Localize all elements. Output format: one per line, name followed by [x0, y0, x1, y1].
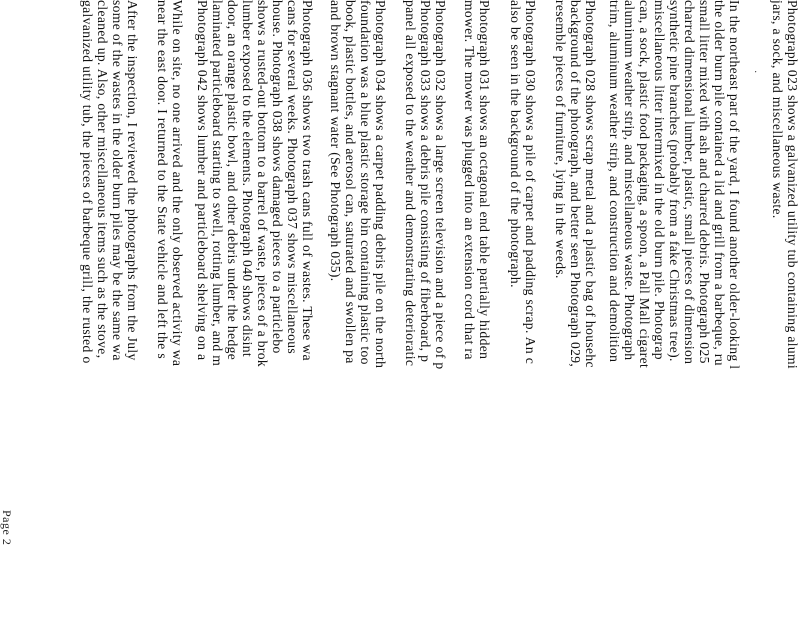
text-line: door, an orange plastic bowl, and other debris under the hedge — [225, 0, 240, 361]
paragraph — [462, 0, 492, 618]
text-line: Photograph 030 shows a pile of carpet and padding scrap. An c — [523, 0, 538, 365]
text-line: charred dimensional lumber, plastic, small pieces of dimension — [682, 0, 697, 365]
paragraph — [195, 0, 315, 618]
text-line: foundation was a blue plastic storage bin containing plastic too — [358, 0, 373, 365]
text-line: After the inspection, I reviewed the photographs from the July — [125, 0, 140, 361]
text-line: Photograph 033 shows a debris pile consisting of fiberboard, p — [418, 0, 433, 363]
text-line: panel all exposed to the weather and demonstrating deterioratic — [403, 0, 418, 367]
text-line: galvanized utility tub, the pieces of barbeque grill, the rusted o — [80, 0, 95, 364]
text-line: near the east door. I returned to the State vehicle and left the s — [155, 0, 170, 360]
text-line: also be seen in the background of the photograph. — [508, 0, 523, 288]
paragraph — [770, 0, 800, 618]
text-line: Photograph 028 shows scrap metal and a plastic bag of househc — [583, 0, 598, 368]
text-line: background of the photograph, and better seen Photograph 029, — [568, 0, 583, 368]
text-line: Photograph 023 shows a galvanized utility tub containing alumi — [785, 0, 800, 370]
text-line: mower. The mower was plugged into an extension cord that ra — [462, 0, 477, 360]
paragraph — [328, 0, 388, 618]
paragraph — [508, 0, 538, 618]
paragraph — [553, 0, 598, 618]
text-line: aluminum weather strip, and miscellaneous waste. Photograph — [622, 0, 637, 361]
text-line: miscellaneous litter intermixed in the old burn pile. Photograp — [652, 0, 667, 360]
paragraph — [403, 0, 448, 618]
text-line: the older burn pile contained a lid and grill from a barbeque, ru — [712, 0, 727, 366]
text-line: trim, aluminum weather strip, and construction and demolition — [607, 0, 622, 363]
text-line: laminated particleboard starting to swell, rotting lumber, and m — [210, 0, 225, 367]
text-line: cleaned up. Also, other miscellaneous items such as the stove, — [95, 0, 110, 359]
text-line: Photograph 034 shows a carpet padding debris pile on the north — [373, 0, 388, 369]
text-line: resemble pieces of furniture, lying in the weeds. — [553, 0, 568, 279]
text-line: In the northeast part of the yard, I found another older-looking l — [727, 0, 742, 370]
paragraph — [80, 0, 140, 618]
corner-mark: · — [749, 70, 760, 74]
paragraph — [607, 0, 742, 618]
text-line: some of the wastes in the older burn piles may be the same wa — [110, 0, 125, 361]
text-line: synthetic pine branches (probably from a fake Christmas tree). — [667, 0, 682, 362]
text-line: Photograph 031 shows an octagonal end table partially hidden — [477, 0, 492, 360]
text-line: shows a rusted-out bottom to a barrel of waste, pieces of a brok — [255, 0, 270, 368]
text-line: cans for several weeks. Photograph 037 shows miscellaneous — [285, 0, 300, 355]
text-line: can, a sock, plastic food packaging, a spoon, a Pall Mall cigaret — [637, 0, 652, 369]
text-line: and brown stagnant water (See Photograph 035). — [328, 0, 343, 282]
text-line: lumber exposed to the elements. Photograph 040 shows disint — [240, 0, 255, 358]
text-line: house. Photograph 038 shows damaged pieces to a particlebo — [270, 0, 285, 354]
text-line: book, plastic bottles, and aerosol can, saturated and swollen pa — [343, 0, 358, 364]
text-line: small litter mixed with ash and charred debris. Photograph 025 — [697, 0, 712, 364]
text-line: Photograph 042 shows lumber and particleboard shelving on a — [195, 0, 210, 361]
paragraph — [155, 0, 185, 618]
text-line: Photograph 036 shows two trash cans full of wastes. These wa — [300, 0, 315, 361]
text-line: While on site, no one arrived and the only observed activity wa — [170, 0, 185, 367]
text-line: jars, a sock, and miscellaneous waste. — [770, 0, 785, 219]
text-line: Photograph 032 shows a large screen television and a piece of p — [433, 0, 448, 370]
page-number: Page 2 — [0, 510, 14, 546]
